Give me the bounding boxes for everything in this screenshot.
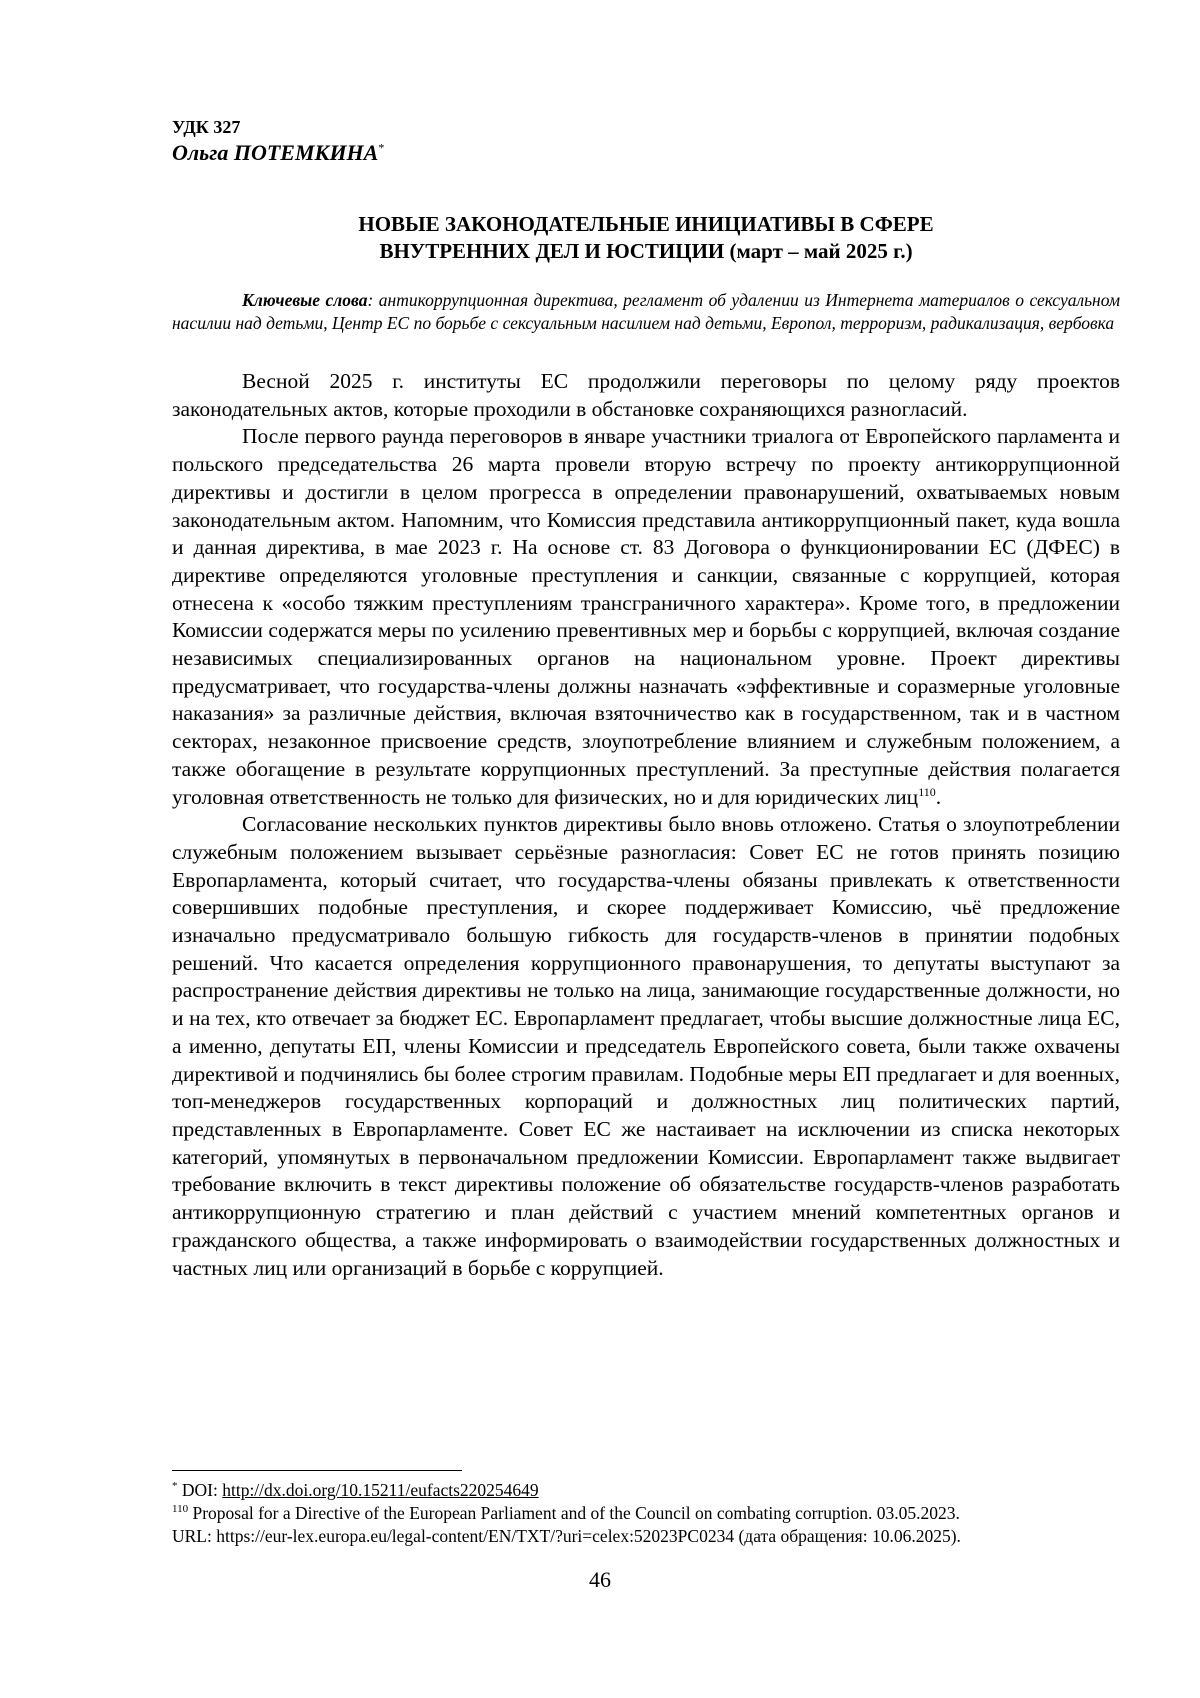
footnote-110 — [172, 1502, 1120, 1525]
footnote-doi-mark: * — [172, 1480, 178, 1493]
author-footnote-mark: * — [378, 140, 385, 155]
footnote-110-url: URL: https://eur-lex.europa.eu/legal-content/EN/TXT/?uri=celex:52023PC0234 (дата обращения: 10.06.2025). — [172, 1526, 961, 1546]
paragraph-2-end: . — [935, 784, 942, 809]
article-title — [172, 211, 1120, 265]
page-content — [172, 116, 1120, 1282]
keywords-block — [172, 289, 1120, 335]
keywords-label: Ключевые слова — [242, 290, 368, 310]
paragraph-3: Согласование нескольких пунктов директивы было вновь отложено. Статья о злоупотреблении служебным положением вызывает серьёзные разногласия: Совет ЕС не готов принять позицию Европарламента, который считает, что государства-члены обязаны привлекать к ответственности совершивших подобные преступления, и скорее поддерживает Комиссию, чьё предложение изначально предусматривало большую гибкость для государств-членов в принятии подобных решений. Что касается определения коррупционного правонарушения, то депутаты выступают за распространение действия директивы не только на лица, занимающие государственные должности, но и на тех, кто отвечает за бюджет ЕС. Европарламент предлагает, чтобы высшие должностные лица ЕС, а именно, депутаты ЕП, члены Комиссии и председатель Европейского совета, были также охвачены директивой и подчинялись бы более строгим правилам. Подобные меры ЕП предлагает и для военных, топ-менеджеров государственных корпораций и должностных лиц политических партий, представленных в Европарламенте. Совет ЕС же настаивает на исключении из списка некоторых категорий, упомянутых в первоначальном предложении Комиссии. Европарламент также выдвигает требование включить в текст директивы положение об обязательстве государств-членов разработать антикоррупционную стратегию и план действий с участием мнений компетентных органов и гражданского общества, а также информировать о взаимодействии государственных должностных и частных лиц или организаций в борьбе с коррупцией. — [172, 812, 1120, 1280]
footnote-divider — [172, 1470, 462, 1471]
article-title-line-1: НОВЫЕ ЗАКОНОДАТЕЛЬНЫЕ ИНИЦИАТИВЫ В СФЕРЕ — [358, 212, 934, 236]
author-name-text: Ольга ПОТЕМКИНА — [172, 140, 379, 165]
keywords-colon: : — [367, 290, 374, 310]
keywords-text: антикоррупционная директива, регламент об удалении из Интернета материалов о сексуальном насилии над детьми, Центр ЕС по борьбе с сексуальным насилием над детьми, Европол, терроризм, радикализация, вербовка — [172, 290, 1120, 333]
footnote-110-mark: 110 — [172, 1503, 189, 1516]
footnote-ref-110: 110 — [918, 784, 936, 799]
article-title-line-2: ВНУТРЕННИХ ДЕЛ И ЮСТИЦИИ (март – май 2025 г.) — [379, 239, 913, 263]
paragraph-2 — [172, 423, 1120, 811]
footnote-doi-label: DOI: — [177, 1480, 223, 1500]
paragraph-2-text: После первого раунда переговоров в январе участники триалога от Европейского парламента и польского председательства 26 марта провели вторую встречу по проекту антикоррупционной директивы и достигли в целом прогресса в определении правонарушений, охватываемых новым законодательным актом. Напомним, что Комиссия представила антикоррупционный пакет, куда вошла и данная директива, в мае 2023 г. На основе ст. 83 Договора о функционировании ЕС (ДФЕС) в директиве определяются уголовные преступления и санкции, связанные с коррупцией, которая отнесена к «особо тяжким преступлениям трансграничного характера». Кроме того, в предложении Комиссии содержатся меры по усилению превентивных мер и борьбы с коррупцией, включая создание независимых специализированных органов на национальном уровне. Проект директивы предусматривает, что государства-члены должны назначать «эффективные и соразмерные уголовные наказания» за различные действия, включая взяточничество как в государственном, так и в частном секторах, незаконное присвоение средств, злоупотребление влиянием и служебным положением, а также обогащение в результате коррупционных преступлений. За преступные действия полагается уголовная ответственность не только для физических, но и для юридических лиц — [172, 424, 1120, 809]
page-number: 46 — [589, 1567, 611, 1592]
footnote-doi — [172, 1479, 1120, 1502]
doi-link[interactable]: http://dx.doi.org/10.15211/eufacts220254649 — [222, 1480, 539, 1500]
footnote-110-text: Proposal for a Directive of the European Parliament and of the Council on combating corruption. 03.05.2023. — [188, 1503, 960, 1523]
author-name — [172, 140, 1120, 166]
footnotes — [172, 1479, 1120, 1548]
paragraph-1: Весной 2025 г. институты ЕС продолжили переговоры по целому ряду проектов законодательных актов, которые проходили в обстановке сохраняющихся разногласий. — [172, 369, 1120, 421]
article-body — [172, 368, 1120, 1282]
udc-code: УДК 327 — [172, 117, 241, 137]
